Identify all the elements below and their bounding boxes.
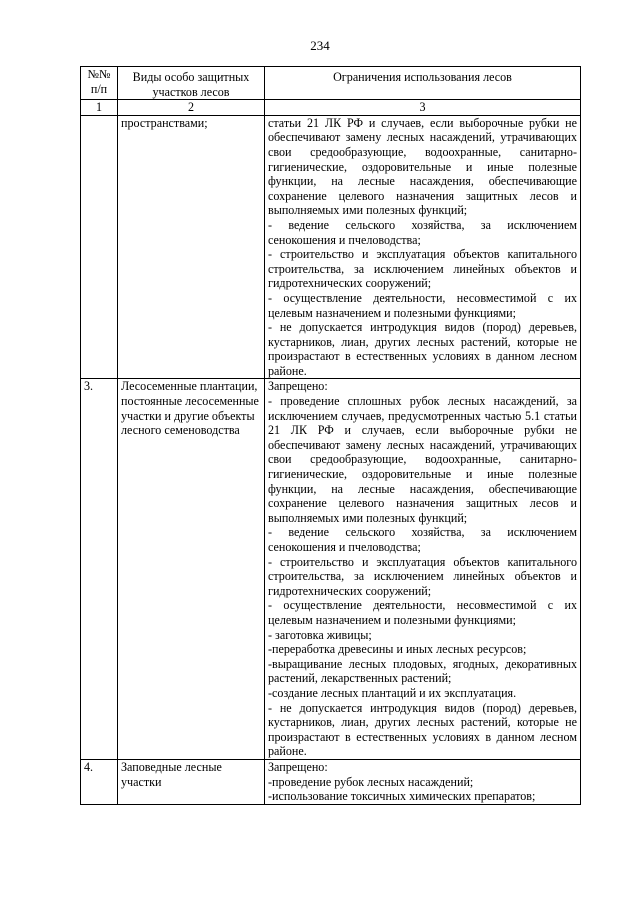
restriction-item: Запрещено: bbox=[268, 759, 328, 774]
restriction-item: - строительство и эксплуатация объектов капитального строительства, за исключением линейных объектов и гидротехнических сооружений; bbox=[268, 554, 577, 598]
restriction-item: -использование токсичных химических препаратов; bbox=[268, 789, 536, 804]
restriction-item: -выращивание лесных плодовых, ягодных, декоративных растений, лекарственных растений; bbox=[268, 656, 577, 686]
page-number: 234 bbox=[310, 38, 330, 53]
table-row bbox=[81, 379, 581, 759]
table-row bbox=[81, 115, 581, 379]
header-restrictions: Ограничения использования лесов bbox=[265, 67, 581, 100]
numbering-row bbox=[81, 100, 581, 116]
header-number: №№ п/п bbox=[81, 67, 118, 100]
plot-type-name: Лесосеменные плантации, постоянные лесосеменные участки и другие объекты лесного семеноводства bbox=[118, 379, 265, 759]
restrictions-cell bbox=[265, 115, 581, 379]
restriction-item: - осуществление деятельности, несовместимой с их целевым назначением и полезными функциями; bbox=[268, 598, 577, 627]
restriction-item: -переработка древесины и иных лесных ресурсов; bbox=[268, 642, 527, 657]
column-number-2: 2 bbox=[118, 100, 265, 116]
header-row bbox=[81, 67, 581, 100]
column-number-1: 1 bbox=[81, 100, 118, 116]
forest-restrictions-table bbox=[80, 66, 581, 805]
restrictions-cell bbox=[265, 379, 581, 759]
table-row bbox=[81, 759, 581, 804]
row-number: 3. bbox=[81, 379, 118, 759]
restriction-item: - проведение сплошных рубок лесных насаждений, за исключением случаев, предусмотренных частью 5.1 статьи 21 ЛК РФ и случаев, если выборочные рубки не обеспечивают замену лесных насаждений, утрачивающих свои средообразующие, водоохранные, санитарно-гигиенические, оздоровительные и иные полезные функции, на лесные насаждения, обеспечивающие сохранение целевого назначения защитных лесов и выполняемых ими полезных функций; bbox=[268, 394, 577, 525]
restriction-item: - не допускается интродукция видов (пород) деревьев, кустарников, лиан, других лесных растений, которые не произрастают в естественных условиях в данном лесном районе. bbox=[268, 700, 577, 759]
row-number: 4. bbox=[81, 759, 118, 804]
restriction-item: - осуществление деятельности, несовместимой с их целевым назначением и полезными функциями; bbox=[268, 290, 577, 320]
restriction-item: - строительство и эксплуатация объектов капитального строительства, за исключением линейных объектов и гидротехнических сооружений; bbox=[268, 247, 577, 291]
restriction-item: статьи 21 ЛК РФ и случаев, если выборочные рубки не обеспечивают замену лесных насаждений, утрачивающих свои средообразующие, водоохранные, санитарно-гигиенические, оздоровительные и иные полезные функции, на лесные насаждения, обеспечивающие сохранение целевого назначения защитных лесов и выполняемых ими полезных функций; bbox=[268, 115, 577, 218]
column-number-3: 3 bbox=[265, 100, 581, 116]
restriction-item: -создание лесных плантаций и их эксплуатация. bbox=[268, 685, 517, 700]
plot-type-name: пространствами; bbox=[118, 115, 265, 379]
restrictions-cell bbox=[265, 759, 581, 804]
restriction-item: - не допускается интродукция видов (пород) деревьев, кустарников, лиан, других лесных растений, которые не произрастают в естественных условиях в данном лесном районе. bbox=[268, 320, 577, 378]
restriction-item: - заготовка живицы; bbox=[268, 627, 372, 642]
header-plot-type: Виды особо защитных участков лесов bbox=[118, 67, 265, 100]
restriction-item: Запрещено: bbox=[268, 379, 328, 394]
restriction-item: -проведение рубок лесных насаждений; bbox=[268, 774, 474, 789]
restriction-item: - ведение сельского хозяйства, за исключением сенокошения и пчеловодства; bbox=[268, 217, 577, 247]
row-number bbox=[81, 115, 118, 379]
restriction-item: - ведение сельского хозяйства, за исключением сенокошения и пчеловодства; bbox=[268, 525, 577, 554]
plot-type-name: Заповедные лесные участки bbox=[118, 759, 265, 804]
